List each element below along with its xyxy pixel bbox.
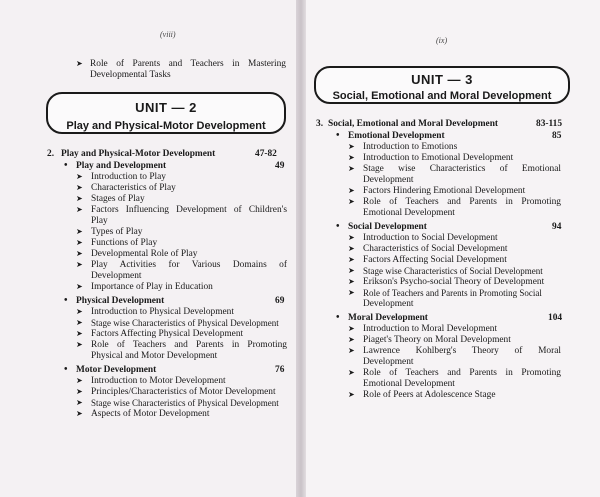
toc-item: Stages of Play bbox=[91, 194, 145, 204]
toc-item-cont: Developmental Tasks bbox=[90, 70, 171, 80]
chapter-pages: 83-115 bbox=[536, 119, 563, 129]
toc-item: Role of Parents and Teachers in Mastering bbox=[90, 59, 286, 69]
arrow-icon: ➤ bbox=[348, 368, 355, 377]
toc-item: Characteristics of Social Development bbox=[363, 244, 508, 254]
section-page: 104 bbox=[548, 313, 563, 323]
arrow-icon: ➤ bbox=[76, 238, 83, 247]
arrow-icon: ➤ bbox=[76, 183, 83, 192]
chapter-number: 2. bbox=[47, 149, 55, 159]
page-number: (viii) bbox=[160, 30, 176, 39]
arrow-icon: ➤ bbox=[76, 172, 83, 181]
toc-item: Principles/Characteristics of Motor Development bbox=[91, 387, 276, 397]
arrow-icon: ➤ bbox=[348, 142, 355, 151]
section-page: 69 bbox=[275, 296, 285, 306]
toc-item: Role of Teachers and Parents in Promoting bbox=[363, 368, 561, 378]
arrow-icon: ➤ bbox=[76, 227, 83, 236]
toc-item-cont: Development bbox=[91, 271, 142, 281]
toc-item: Stage wise Characteristics of Social Development bbox=[363, 266, 543, 276]
arrow-icon: ➤ bbox=[76, 282, 83, 291]
toc-item: Role of Teachers and Parents in Promoting bbox=[91, 340, 287, 350]
chapter-number: 3. bbox=[316, 119, 324, 129]
toc-item: Stage wise Characteristics of Physical Development bbox=[91, 318, 279, 328]
toc-item: Aspects of Motor Development bbox=[91, 409, 210, 419]
arrow-icon: ➤ bbox=[76, 205, 83, 214]
section-title: Moral Development bbox=[348, 313, 428, 323]
right-page bbox=[300, 0, 600, 497]
arrow-icon: ➤ bbox=[76, 398, 83, 407]
arrow-icon: ➤ bbox=[76, 307, 83, 316]
arrow-icon: ➤ bbox=[76, 340, 83, 349]
unit-subtitle: Social, Emotional and Moral Development bbox=[332, 90, 552, 102]
page-number: (ix) bbox=[436, 36, 448, 45]
toc-item-cont: Development bbox=[363, 175, 414, 185]
unit-title: UNIT — 3 bbox=[411, 72, 473, 87]
section-title: Emotional Development bbox=[348, 131, 445, 141]
chapter-title: Play and Physical-Motor Development bbox=[61, 149, 216, 159]
arrow-icon: ➤ bbox=[76, 387, 83, 396]
unit-heading-box bbox=[314, 66, 570, 104]
toc-item: Characteristics of Play bbox=[91, 183, 176, 193]
toc-item: Erikson's Psycho-social Theory of Development bbox=[363, 277, 545, 287]
bullet-icon: • bbox=[336, 130, 340, 141]
toc-item: Piaget's Theory on Moral Development bbox=[363, 335, 511, 345]
arrow-icon: ➤ bbox=[348, 390, 355, 399]
section-page: 76 bbox=[275, 365, 285, 375]
toc-item-cont: Development bbox=[363, 357, 414, 367]
section-page: 85 bbox=[552, 131, 562, 141]
arrow-icon: ➤ bbox=[76, 249, 83, 258]
unit-heading-box bbox=[46, 92, 286, 134]
bullet-icon: • bbox=[64, 295, 68, 306]
arrow-icon: ➤ bbox=[348, 346, 355, 355]
arrow-icon: ➤ bbox=[348, 244, 355, 253]
arrow-icon: ➤ bbox=[348, 255, 355, 264]
toc-item: Factors Influencing Development of Children's bbox=[91, 205, 287, 215]
toc-item: Stage wise Characteristics of Emotional bbox=[363, 164, 561, 174]
toc-item: Role of Teachers and Parents in Promoting Social bbox=[363, 288, 542, 298]
book-gutter bbox=[296, 0, 306, 497]
toc-item: Factors Affecting Social Development bbox=[363, 255, 507, 265]
toc-item-cont: Development bbox=[363, 299, 414, 309]
arrow-icon: ➤ bbox=[348, 288, 355, 297]
toc-item-cont: Emotional Development bbox=[363, 379, 455, 389]
unit-subtitle: Play and Physical-Motor Development bbox=[66, 120, 266, 132]
toc-item: Introduction to Moral Development bbox=[363, 324, 498, 334]
toc-item: Importance of Play in Education bbox=[91, 282, 213, 292]
arrow-icon: ➤ bbox=[76, 376, 83, 385]
toc-item: Introduction to Social Development bbox=[363, 233, 498, 243]
arrow-icon: ➤ bbox=[76, 409, 83, 418]
arrow-icon: ➤ bbox=[348, 233, 355, 242]
toc-item: Developmental Role of Play bbox=[91, 249, 198, 259]
arrow-icon: ➤ bbox=[76, 194, 83, 203]
arrow-icon: ➤ bbox=[76, 260, 83, 269]
toc-item: Introduction to Emotional Development bbox=[363, 153, 514, 163]
arrow-icon: ➤ bbox=[348, 266, 355, 275]
toc-item: Factors Hindering Emotional Development bbox=[363, 186, 526, 196]
arrow-icon: ➤ bbox=[76, 59, 83, 68]
section-title: Motor Development bbox=[76, 365, 157, 375]
arrow-icon: ➤ bbox=[348, 324, 355, 333]
chapter-title: Social, Emotional and Moral Development bbox=[328, 119, 499, 129]
toc-item: Play Activities for Various Domains of bbox=[91, 260, 287, 270]
bullet-icon: • bbox=[64, 160, 68, 171]
toc-item: Introduction to Play bbox=[91, 172, 166, 182]
toc-item-cont: Physical and Motor Development bbox=[91, 351, 218, 361]
toc-item: Introduction to Physical Development bbox=[91, 307, 234, 317]
arrow-icon: ➤ bbox=[348, 277, 355, 286]
arrow-icon: ➤ bbox=[348, 153, 355, 162]
toc-item: Stage wise Characteristics of Physical Development bbox=[91, 398, 279, 408]
toc-item: Introduction to Emotions bbox=[363, 142, 458, 152]
toc-item: Role of Peers at Adolescence Stage bbox=[363, 390, 496, 400]
bullet-icon: • bbox=[336, 312, 340, 323]
chapter-pages: 47-82 bbox=[255, 149, 277, 159]
bullet-icon: • bbox=[336, 221, 340, 232]
toc-item: Role of Teachers and Parents in Promoting bbox=[363, 197, 561, 207]
bullet-icon: • bbox=[64, 364, 68, 375]
toc-item: Factors Affecting Physical Development bbox=[91, 329, 244, 339]
toc-item: Types of Play bbox=[91, 227, 143, 237]
section-title: Physical Development bbox=[76, 296, 165, 306]
arrow-icon: ➤ bbox=[348, 197, 355, 206]
toc-item: Introduction to Motor Development bbox=[91, 376, 226, 386]
toc-item-cont: Emotional Development bbox=[363, 208, 455, 218]
toc-item: Functions of Play bbox=[91, 238, 158, 248]
arrow-icon: ➤ bbox=[76, 329, 83, 338]
toc-item: Lawrence Kohlberg's Theory of Moral bbox=[363, 346, 561, 356]
arrow-icon: ➤ bbox=[348, 186, 355, 195]
arrow-icon: ➤ bbox=[348, 335, 355, 344]
section-page: 49 bbox=[275, 161, 285, 171]
unit-title: UNIT — 2 bbox=[135, 100, 197, 115]
toc-item-cont: Play bbox=[91, 216, 108, 226]
section-title: Social Development bbox=[348, 222, 427, 232]
arrow-icon: ➤ bbox=[348, 164, 355, 173]
arrow-icon: ➤ bbox=[76, 318, 83, 327]
section-page: 94 bbox=[552, 222, 562, 232]
section-title: Play and Development bbox=[76, 161, 167, 171]
